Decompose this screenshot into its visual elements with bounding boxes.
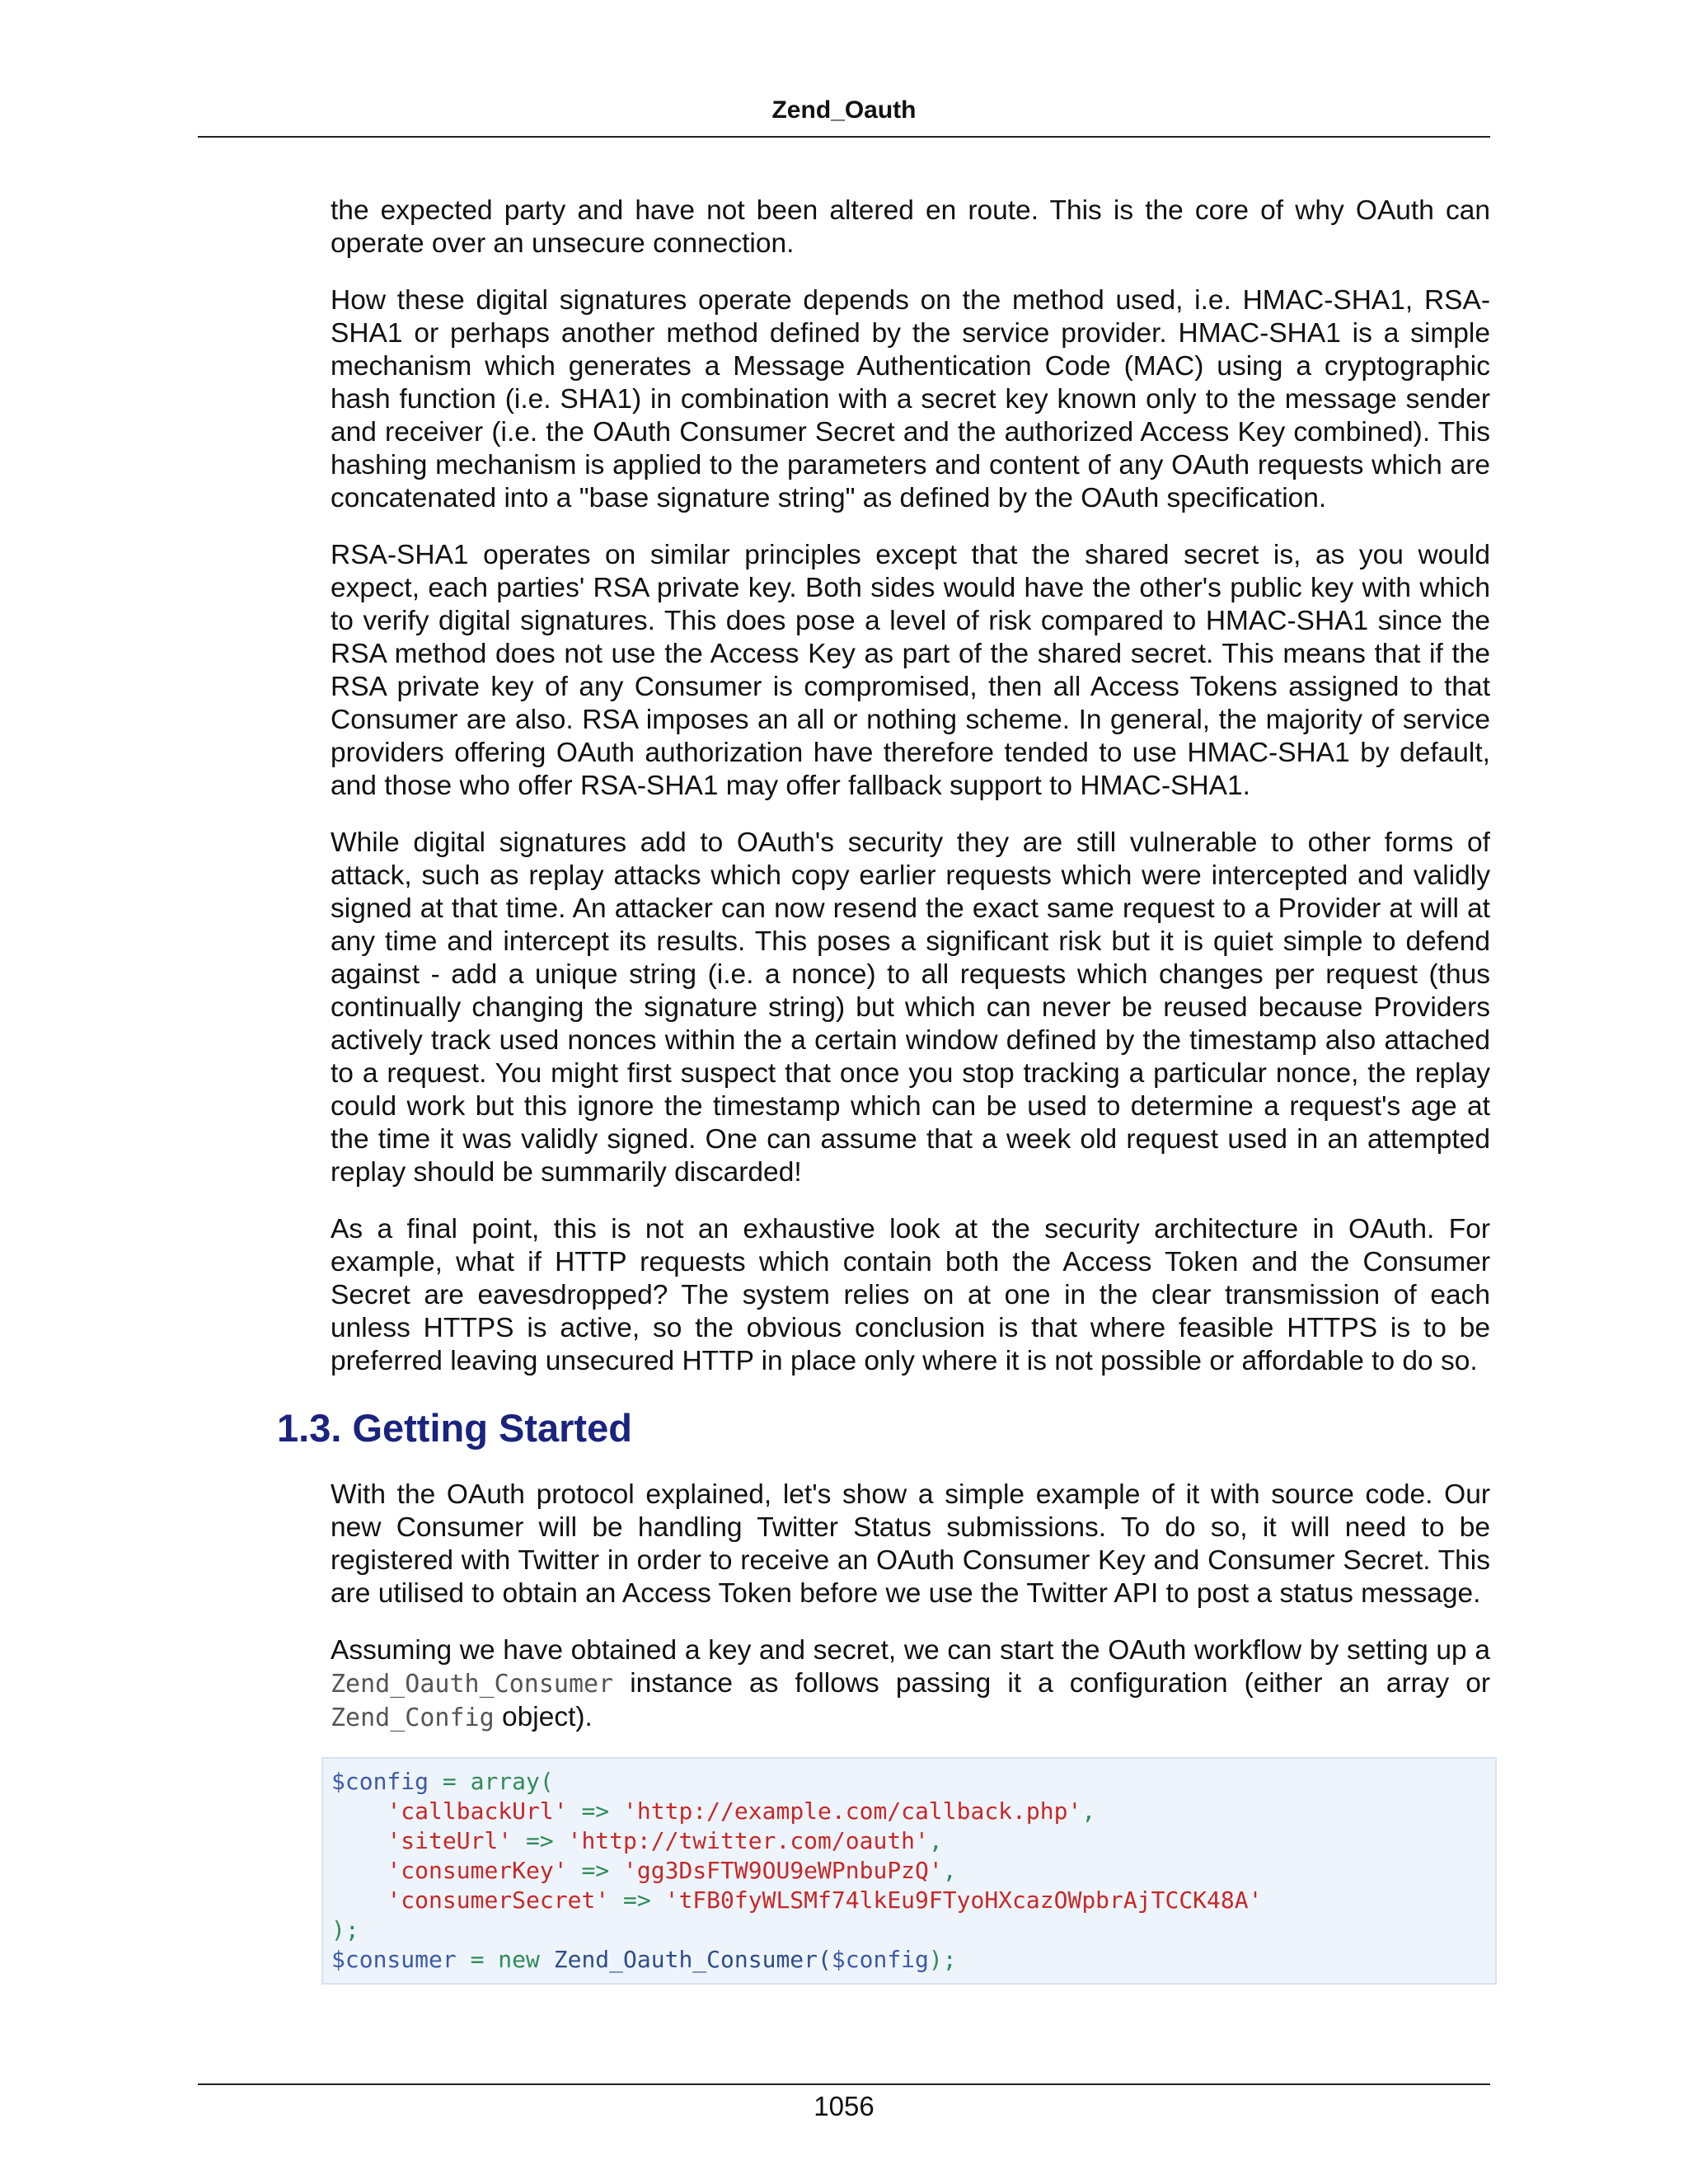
inline-code-consumer: Zend_Oauth_Consumer [331,1670,614,1699]
footer-rule [198,2083,1490,2085]
code-token: 'consumerKey' [387,1857,568,1884]
code-token: 'siteUrl' [387,1827,513,1854]
code-token: $config [831,1946,929,1973]
code-token: 'callbackUrl' [387,1797,568,1825]
code-token: => [623,1886,651,1914]
code-block [321,1757,1497,1985]
code-token: $consumer [331,1946,457,1973]
paragraph-3: RSA-SHA1 operates on similar principles except that the shared secret is, as you would expect, each parties' RSA private key. Both sides would have the other's public key with which to verify digital signatures. This does pose a level of risk compared to HMAC-SHA1 since the RSA method does not use the Access Key as part of the shared secret. This means that if the RSA private key of any Consumer is compromised, then all Access Tokens assigned to that Consumer are also. RSA imposes an all or nothing scheme. In general, the majority of service providers offering OAuth authorization have therefore tended to use HMAC-SHA1 by default, and those who offer RSA-SHA1 may offer fallback support to HMAC-SHA1. [331,540,1490,801]
text-run: instance as follows passing it a configuration (either an array or [613,1668,1490,1699]
inline-code-config: Zend_Config [331,1704,495,1732]
code-token: = [456,1946,499,1973]
code-token: => [581,1857,610,1884]
body-text [331,194,1490,1402]
code-token: new [498,1946,540,1973]
page-header-title: Zend_Oauth [771,96,917,124]
code-token: Zend_Oauth_Consumer( [553,1946,832,1973]
code-token: ); [928,1946,957,1973]
section-body [331,1479,1490,1759]
code-token: 'http://twitter.com/oauth' [567,1827,929,1854]
code-token: => [581,1797,610,1825]
section-paragraph-2 [331,1634,1490,1735]
paragraph-5: As a final point, this is not an exhaustive look at the security architecture in OAuth. For example, what if HTTP requests which contain both the Access Token and the Consumer Secret are eavesdropped? The system relies on at one in the clear transmission of each unless HTTPS is active, so the obvious conclusion is that where feasible HTTPS is to be preferred leaving unsecured HTTP in place only where it is not possible or affordable to do so. [331,1214,1490,1376]
code-token: , [942,1857,957,1884]
paragraph-2: How these digital signatures operate depends on the method used, i.e. HMAC-SHA1, RSA-SHA1 or perhaps another method defined by the service provider. HMAC-SHA1 is a simple mechanism which generates a Message Authentication Code (MAC) using a cryptographic hash function (i.e. SHA1) in combination with a secret key known only to the message sender and receiver (i.e. the OAuth Consumer Secret and the authorized Access Key combined). This hashing mechanism is applied to the parameters and content of any OAuth requests which are concatenated into a "base signature string" as defined by the OAuth specification. [331,285,1490,513]
code-token: ); [331,1916,359,1943]
header-rule [198,136,1490,138]
code-token: 'tFB0fyWLSMf74lkEu9FTyoHXcazOWpbrAjTCCK48A' [664,1886,1263,1914]
code-token: 'http://example.com/callback.php' [623,1797,1082,1825]
text-run: object). [494,1702,593,1732]
code-token: , [928,1827,943,1854]
section-heading: 1.3. Getting Started [277,1406,632,1450]
code-token: 'gg3DsFTW9OU9eWPnbuPzQ' [623,1857,943,1884]
code-token: $config [331,1768,429,1795]
text-run: Assuming we have obtained a key and secret, we can start the OAuth workflow by setting up a [331,1635,1490,1666]
code-token: => [526,1827,554,1854]
paragraph-1: the expected party and have not been altered en route. This is the core of why OAuth can operate over an unsecure connection. [331,195,1490,259]
code-token: = [429,1768,471,1795]
page-number: 1056 [814,2091,874,2121]
section-paragraph-1: With the OAuth protocol explained, let's show a simple example of it with source code. Our new Consumer will be handling Twitter Status submissions. To do so, it will need to be registered with Twitter in order to receive an OAuth Consumer Key and Consumer Secret. This are utilised to obtain an Access Token before we use the Twitter API to post a status message. [331,1479,1490,1609]
code-token: 'consumerSecret' [387,1886,610,1914]
code-token: , [1081,1797,1096,1825]
code-token: array( [470,1768,554,1795]
paragraph-4: While digital signatures add to OAuth's security they are still vulnerable to other forms of attack, such as replay attacks which copy earlier requests which were intercepted and validly signed at that time. An attacker can now resend the exact same request to a Provider at will at any time and intercept its results. This poses a significant risk but it is quiet simple to defend against - add a unique string (i.e. a nonce) to all requests which changes per request (thus continually changing the signature string) but which can never be reused because Providers actively track used nonces within the a certain window defined by the timestamp also attached to a request. You might first suspect that once you stop tracking a particular nonce, the replay could work but this ignore the timestamp which can be used to determine a request's age at the time it was validly signed. One can assume that a week old request used in an attempted replay should be summarily discarded! [331,827,1490,1188]
